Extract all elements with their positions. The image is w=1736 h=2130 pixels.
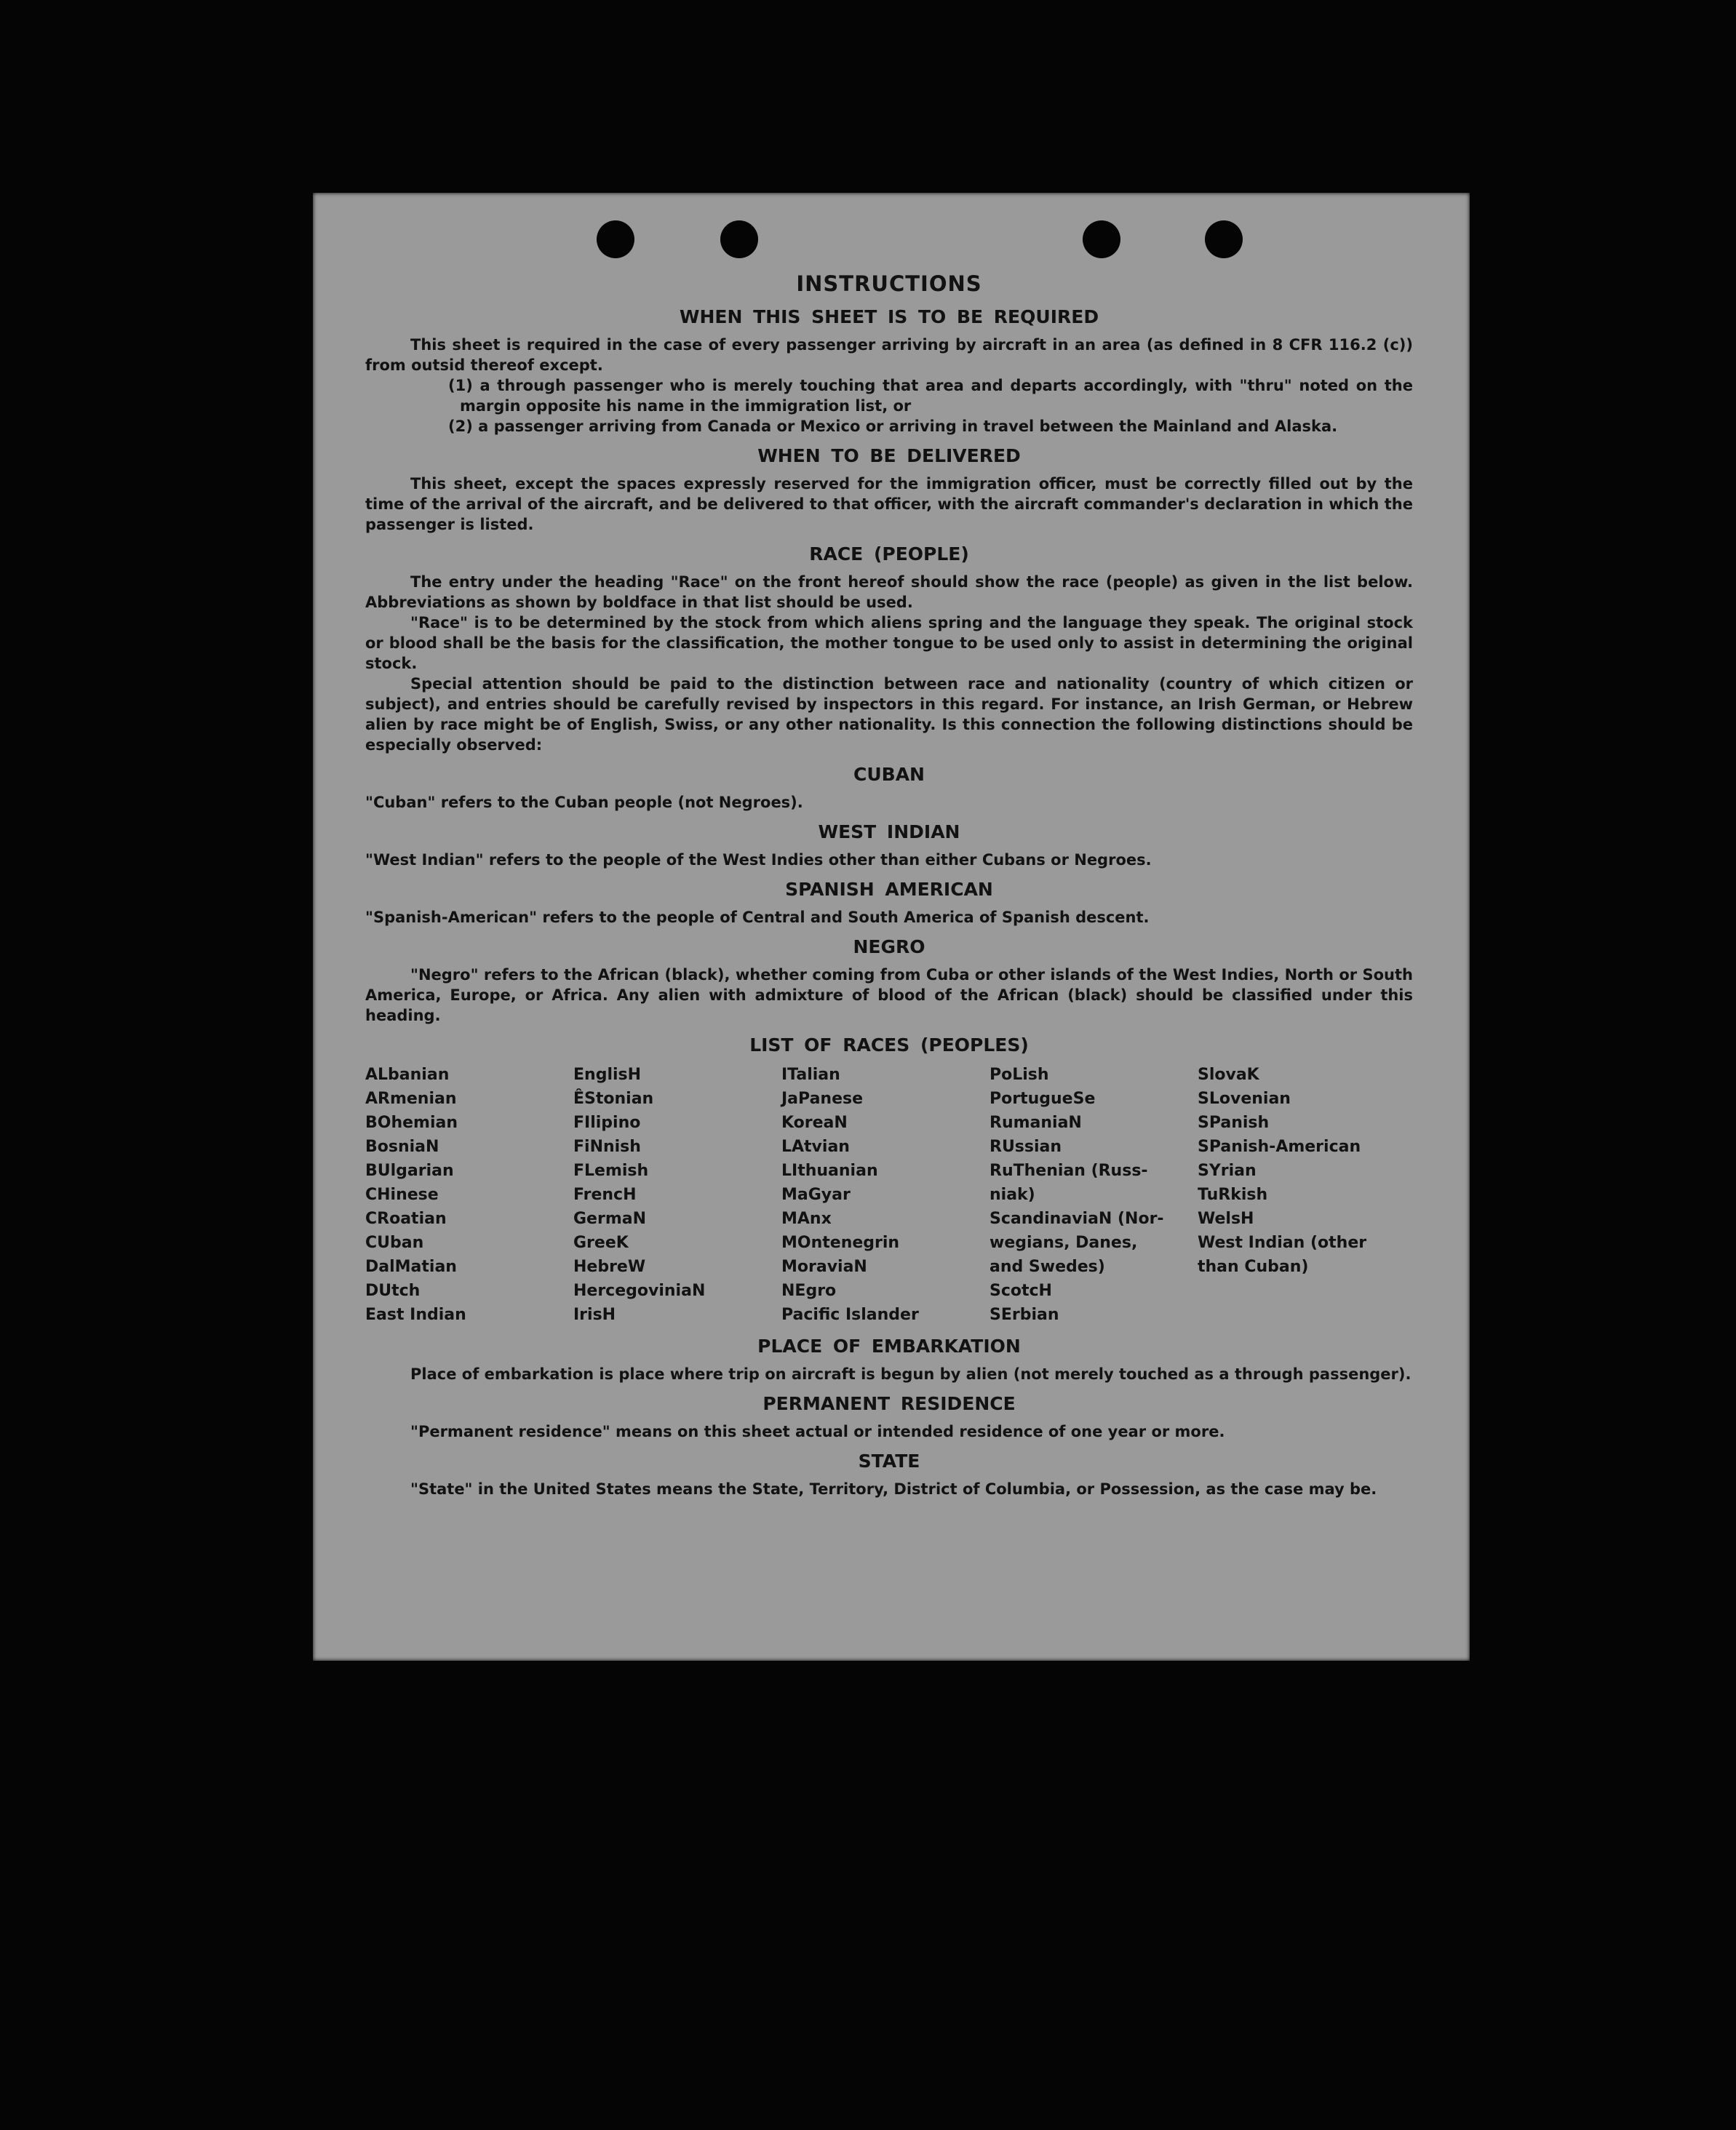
- race-item: LIthuanian: [781, 1162, 878, 1180]
- races-column: [990, 1063, 1198, 1327]
- heading-west-indian: WEST INDIAN: [818, 821, 960, 842]
- race-item: FLemish: [573, 1162, 649, 1180]
- race-item: RumaniaN: [990, 1114, 1082, 1132]
- race-item: DUtch: [365, 1282, 421, 1300]
- page-title: INSTRUCTIONS: [796, 271, 982, 296]
- race-item: DalMatian: [365, 1258, 457, 1276]
- race-paragraph-3: Special attention should be paid to the distinction between race and nationality (country of which citizen or subject), and entries should be carefully revised by inspectors in this regard. For instance, an Irish German, or Hebrew alien by race might be of English, Swiss, or any other nationality. Is this connection the following distinctions should be especially observed:: [365, 675, 1413, 754]
- race-item: ALbanian: [365, 1066, 450, 1084]
- race-item: TuRkish: [1198, 1186, 1268, 1204]
- punch-hole: [597, 220, 634, 258]
- race-item: ScandinaviaN (Nor- wegians, Danes, and Swedes): [990, 1210, 1164, 1276]
- race-item: ITalian: [781, 1066, 840, 1084]
- heading-permanent-residence: PERMANENT RESIDENCE: [763, 1393, 1016, 1414]
- race-item: LAtvian: [781, 1138, 850, 1156]
- race-item: FiNnish: [573, 1138, 641, 1156]
- when-delivered-text: This sheet, except the spaces expressly reserved for the immigration officer, must be correctly filled out by the time of the arrival of the aircraft, and be delivered to that officer, with the aircraft commander's declaration in which the passenger is listed.: [365, 475, 1413, 533]
- heading-spanish-american: SPANISH AMERICAN: [785, 879, 993, 900]
- race-item: CHinese: [365, 1186, 439, 1204]
- races-column: [781, 1063, 990, 1327]
- races-column: [365, 1063, 573, 1327]
- race-item: PoLish: [990, 1066, 1049, 1084]
- heading-cuban: CUBAN: [853, 764, 925, 785]
- race-item: HebreW: [573, 1258, 646, 1276]
- race-item: SPanish-American: [1198, 1138, 1361, 1156]
- heading-when-delivered: WHEN TO BE DELIVERED: [757, 445, 1021, 466]
- instructions-content: [365, 271, 1413, 1499]
- heading-race: RACE (PEOPLE): [809, 543, 969, 565]
- race-item: BUlgarian: [365, 1162, 454, 1180]
- race-item: BOhemian: [365, 1114, 458, 1132]
- heading-when-required: WHEN THIS SHEET IS TO BE REQUIRED: [679, 306, 1099, 327]
- race-item: RuThenian (Russ- niak): [990, 1162, 1148, 1204]
- residence-text: "Permanent residence" means on this sheet actual or intended residence of one year or more.: [410, 1423, 1225, 1440]
- race-item: FIlipino: [573, 1114, 641, 1132]
- when-required-item-2: (2) a passenger arriving from Canada or Mexico or arriving in travel between the Mainland and Alaska.: [448, 418, 1338, 435]
- heading-embarkation: PLACE OF EMBARKATION: [757, 1336, 1021, 1357]
- race-item: SLovenian: [1198, 1090, 1291, 1108]
- race-item: SlovaK: [1198, 1066, 1259, 1084]
- race-item: West Indian (other than Cuban): [1198, 1234, 1367, 1276]
- when-required-item-1: (1) a through passenger who is merely touching that area and departs accordingly, with "thru" noted on the margin opposite his name in the immigration list, or: [448, 377, 1413, 415]
- races-list: [365, 1063, 1413, 1327]
- race-item: SPanish: [1198, 1114, 1270, 1132]
- race-item: IrisH: [573, 1306, 616, 1324]
- race-paragraph-1: The entry under the heading "Race" on the front hereof should show the race (people) as given in the list below. Abbreviations as shown by boldface in that list should be used.: [365, 573, 1413, 611]
- race-item: East Indian: [365, 1306, 466, 1324]
- race-item: MOntenegrin: [781, 1234, 900, 1252]
- heading-negro: NEGRO: [853, 936, 925, 957]
- race-item: MaGyar: [781, 1186, 851, 1204]
- race-item: FrencH: [573, 1186, 637, 1204]
- heading-state: STATE: [858, 1451, 920, 1472]
- race-item: MoraviaN: [781, 1258, 867, 1276]
- punch-hole: [720, 220, 758, 258]
- races-column: [573, 1063, 781, 1327]
- spanish-american-text: "Spanish-American" refers to the people of Central and South America of Spanish descent.: [365, 909, 1150, 926]
- race-item: PortugueSe: [990, 1090, 1096, 1108]
- cuban-text: "Cuban" refers to the Cuban people (not Negroes).: [365, 794, 803, 811]
- race-item: CRoatian: [365, 1210, 447, 1228]
- race-item: BosniaN: [365, 1138, 439, 1156]
- race-item: MAnx: [781, 1210, 832, 1228]
- punch-hole: [1205, 220, 1243, 258]
- race-item: JaPanese: [781, 1090, 864, 1108]
- race-item: HercegoviniaN: [573, 1282, 706, 1300]
- state-text: "State" in the United States means the State, Territory, District of Columbia, or Possession, as the case may be.: [410, 1480, 1377, 1498]
- race-item: ARmenian: [365, 1090, 457, 1108]
- race-item: ÊStonian: [573, 1090, 654, 1108]
- race-item: NEgro: [781, 1282, 837, 1300]
- race-item: GreeK: [573, 1234, 629, 1252]
- race-item: Pacific Islander: [781, 1306, 919, 1324]
- race-item: ScotcH: [990, 1282, 1052, 1300]
- west-indian-text: "West Indian" refers to the people of the West Indies other than either Cubans or Negroes.: [365, 851, 1152, 869]
- race-paragraph-2: "Race" is to be determined by the stock from which aliens spring and the language they speak. The original stock or blood shall be the basis for the classification, the mother tongue to be used only to assist in determining the original stock.: [365, 614, 1413, 672]
- race-item: SYrian: [1198, 1162, 1257, 1180]
- race-item: EnglisH: [573, 1066, 642, 1084]
- document-sheet: [313, 193, 1470, 1661]
- races-column: [1198, 1063, 1406, 1327]
- race-item: GermaN: [573, 1210, 647, 1228]
- heading-list-of-races: LIST OF RACES (PEOPLES): [749, 1034, 1029, 1056]
- race-item: CUban: [365, 1234, 424, 1252]
- embarkation-text: Place of embarkation is place where trip on aircraft is begun by alien (not merely touched as a through passenger).: [410, 1365, 1412, 1383]
- race-item: SErbian: [990, 1306, 1059, 1324]
- punch-hole: [1083, 220, 1120, 258]
- when-required-intro: This sheet is required in the case of every passenger arriving by aircraft in an area (as defined in 8 CFR 116.2 (c)) from outsid thereof except.: [365, 336, 1413, 374]
- race-item: WelsH: [1198, 1210, 1254, 1228]
- negro-text: "Negro" refers to the African (black), whether coming from Cuba or other islands of the West Indies, North or South America, Europe, or Africa. Any alien with admixture of blood of the African (black) should be classified under this heading.: [365, 966, 1413, 1024]
- race-item: RUssian: [990, 1138, 1062, 1156]
- race-item: KoreaN: [781, 1114, 848, 1132]
